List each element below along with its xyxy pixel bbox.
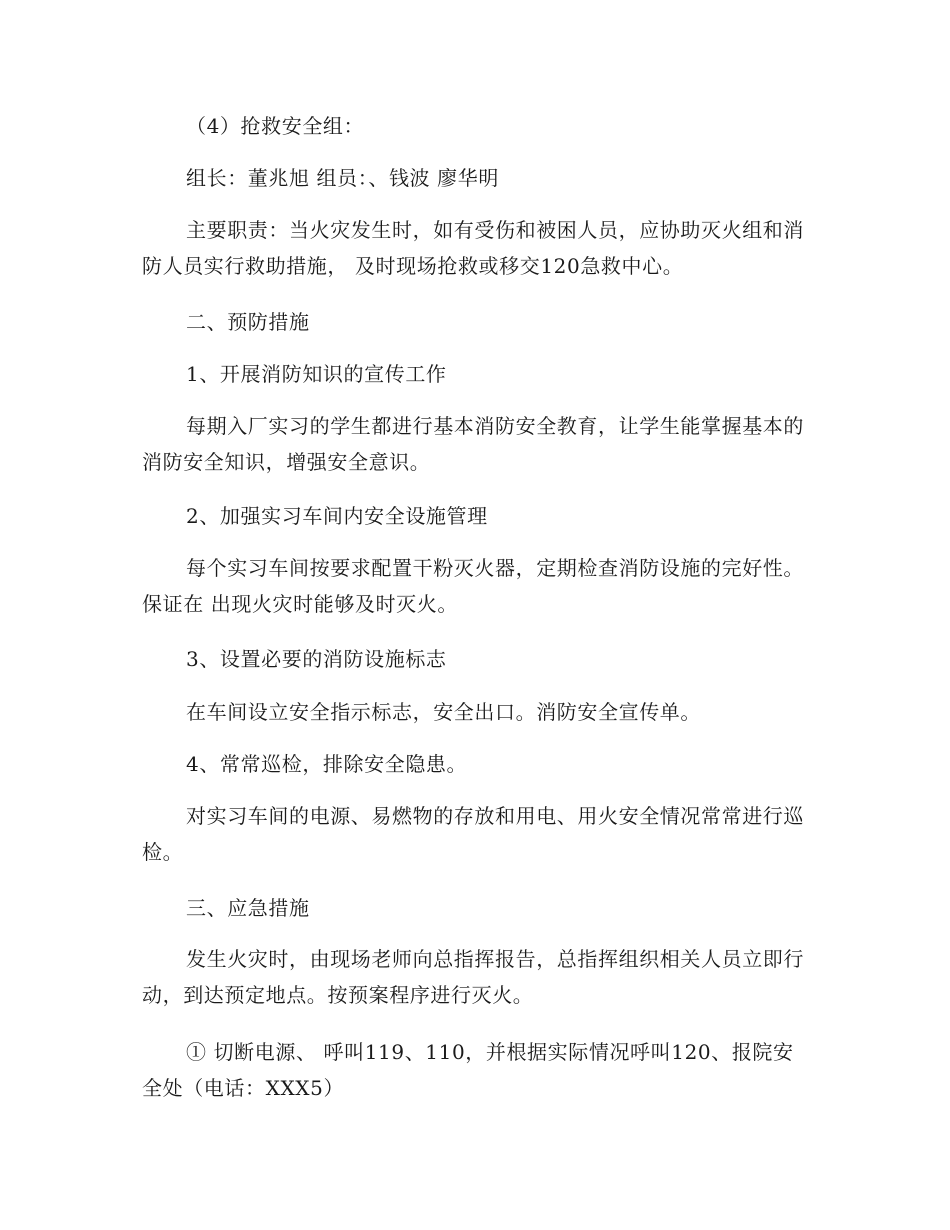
prevention-item-3-body: 在车间设立安全指示标志，安全出口。消防安全宣传单。 — [186, 700, 701, 724]
section-heading-emergency: 三、应急措施 — [186, 896, 310, 920]
prevention-item-2-body: 每个实习车间按要求配置干粉灭火器，定期检查消防设施的完好性。保证在 出现火灾时能够及时灭火。 — [142, 556, 804, 616]
prevention-item-2-heading: 2、加强实习车间内安全设施管理 — [186, 504, 488, 528]
emergency-step-1: ① 切断电源、 呼叫119、110，并根据实际情况呼叫120、报院安全处（电话：XXX5） — [142, 1040, 794, 1100]
emergency-procedure-body: 发生火灾时，由现场老师向总指挥报告，总指挥组织相关人员立即行动，到达预定地点。按预案程序进行灭火。 — [142, 947, 804, 1007]
rescue-group-members: 组长：董兆旭 组员：、钱波 廖华明 — [186, 166, 499, 190]
rescue-group-duties: 主要职责：当火灾发生时，如有受伤和被困人员，应协助灭火组和消防人员实行救助措施， 及时现场抢救或移交120急救中心。 — [142, 218, 804, 278]
prevention-item-3-heading: 3、设置必要的消防设施标志 — [186, 647, 447, 671]
prevention-item-1-body: 每期入厂实习的学生都进行基本消防安全教育，让学生能掌握基本的消防安全知识，增强安全意识。 — [142, 414, 804, 474]
prevention-item-1-heading: 1、开展消防知识的宣传工作 — [186, 362, 447, 386]
prevention-item-4-heading: 4、常常巡检，排除安全隐患。 — [186, 752, 468, 776]
section-heading-prevention: 二、预防措施 — [186, 310, 310, 334]
section-heading-rescue-group: （4）抢救安全组： — [186, 114, 365, 138]
prevention-item-4-body: 对实习车间的电源、易燃物的存放和用电、用火安全情况常常进行巡检。 — [142, 804, 804, 864]
